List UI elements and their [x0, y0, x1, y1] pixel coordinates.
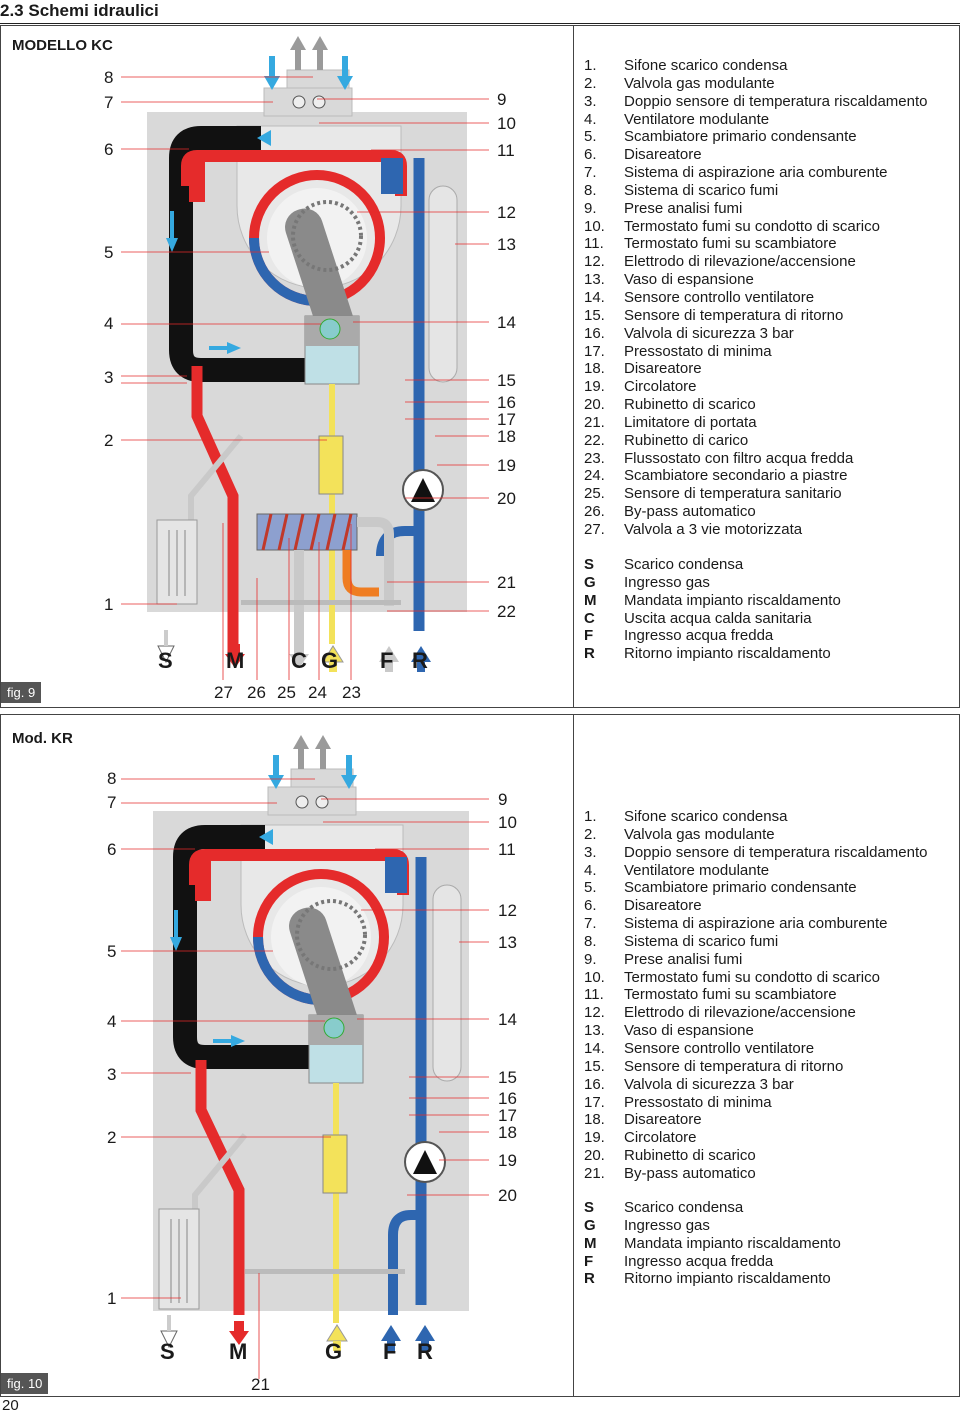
legend-item-code: S [584, 556, 595, 573]
legend-row [584, 1165, 928, 1183]
legend-item-text: Circolatore [624, 1129, 697, 1147]
fig10-callout-20: 20 [498, 1186, 517, 1205]
legend-item-code: 5. [584, 128, 597, 146]
legend-item-text: Ventilatore modulante [624, 110, 770, 128]
fig10-callout-18: 18 [498, 1123, 517, 1142]
fig10-callout-11: 11 [498, 840, 516, 859]
legend-item-code: M [584, 1234, 597, 1252]
fig9-callout-15: 15 [497, 371, 516, 390]
legend-item-text: Uscita acqua calda sanitaria [624, 609, 812, 627]
legend-row [584, 1111, 928, 1129]
fig9-callout-8: 8 [104, 68, 114, 87]
legend-item-code: 10. [584, 968, 605, 986]
legend-item-text: Termostato fumi su scambiatore [624, 986, 837, 1004]
legend-item-text: Ingresso gas [624, 1216, 710, 1234]
legend-item-text: Circolatore [624, 378, 697, 396]
fig10-key-list [584, 1199, 841, 1288]
legend-row [584, 289, 928, 307]
fig10-callout-12: 12 [498, 901, 517, 920]
legend-row [584, 414, 928, 432]
legend-item-text: Vaso di espansione [624, 271, 754, 289]
legend-row [584, 879, 928, 897]
legend-item-code: 23. [584, 449, 605, 467]
legend-item-code: 16. [584, 1075, 605, 1093]
legend-item-code: 12. [584, 1004, 605, 1022]
legend-item-text: Sensore controllo ventilatore [624, 1039, 815, 1057]
legend-row [584, 235, 928, 253]
legend-row [584, 503, 928, 521]
legend-item-text: Sistema di scarico fumi [624, 932, 779, 950]
legend-row [584, 75, 928, 93]
fig10-legend-panel [573, 714, 960, 1397]
legend-row [584, 360, 928, 378]
legend-item-code: S [584, 1199, 595, 1216]
legend-row [584, 271, 928, 289]
legend-item-text: Termostato fumi su condotto di scarico [624, 968, 880, 986]
legend-item-text: Ingresso acqua fredda [624, 627, 774, 645]
legend-item-text: Scambiatore primario condensante [624, 128, 857, 146]
legend-item-text: Disareatore [624, 146, 702, 164]
legend-item-text: By-pass automatico [624, 1164, 756, 1182]
legend-item-text: Ingresso gas [624, 573, 710, 591]
fig9-bottom-25: 25 [277, 683, 296, 702]
legend-item-code: 3. [584, 843, 597, 861]
fig9-diagram-frame [0, 25, 574, 708]
legend-row [584, 933, 928, 951]
legend-item-code: 18. [584, 360, 605, 378]
fig10-callout-19: 19 [498, 1151, 517, 1170]
legend-item-code: 6. [584, 146, 597, 164]
legend-item-text: Ritorno impianto riscaldamento [624, 645, 831, 663]
legend-item-code: 11. [584, 986, 604, 1004]
legend-row [584, 253, 928, 271]
legend-item-text: Rubinetto di scarico [624, 1147, 756, 1165]
legend-row [584, 1147, 928, 1165]
fig9-key-list [584, 556, 841, 663]
fig10-diagram-frame [0, 714, 574, 1397]
fig10-callout-8: 8 [107, 769, 117, 788]
fig9-callout-5: 5 [104, 243, 114, 262]
legend-row [584, 610, 841, 628]
legend-item-text: Ritorno impianto riscaldamento [624, 1270, 831, 1288]
legend-item-text: Ingresso acqua fredda [624, 1252, 774, 1270]
legend-item-code: 13. [584, 1022, 605, 1040]
fig10-model-title: Mod. KR [12, 730, 73, 747]
legend-row [584, 844, 928, 862]
legend-item-text: Disareatore [624, 1111, 702, 1129]
fig9-letter-M: M [226, 648, 245, 673]
legend-item-text: Elettrodo di rilevazione/accensione [624, 253, 856, 271]
fig10-bottom-21: 21 [251, 1375, 270, 1394]
legend-row [584, 146, 928, 164]
legend-item-text: Valvola di sicurezza 3 bar [624, 324, 794, 342]
legend-item-text: Scarico condensa [624, 1199, 744, 1216]
legend-item-code: 17. [584, 1093, 605, 1111]
legend-item-text: Termostato fumi su condotto di scarico [624, 217, 880, 235]
fig10-letter-G: G [325, 1339, 343, 1364]
legend-item-code: 1. [584, 808, 597, 825]
legend-row [584, 200, 928, 218]
page-number: 20 [2, 1397, 19, 1414]
legend-row [584, 521, 928, 539]
legend-item-text: Pressostato di minima [624, 1093, 772, 1111]
legend-item-code: 20. [584, 396, 605, 414]
legend-row [584, 826, 928, 844]
legend-row [584, 343, 928, 361]
fig9-bottom-26: 26 [247, 683, 266, 702]
fig9-callout-1: 1 [104, 595, 114, 614]
legend-item-code: 14. [584, 1039, 605, 1057]
legend-row [584, 592, 841, 610]
legend-row [584, 915, 928, 933]
legend-row [584, 1022, 928, 1040]
legend-item-code: G [584, 573, 596, 591]
legend-item-code: G [584, 1216, 596, 1234]
fig10-boiler-schematic [1, 715, 573, 1396]
legend-row [584, 432, 928, 450]
legend-row [584, 969, 928, 987]
legend-item-text: By-pass automatico [624, 503, 756, 521]
fig10-callout-9: 9 [498, 790, 508, 809]
fig9-callout-2: 2 [104, 431, 114, 450]
legend-row [584, 218, 928, 236]
fig9-boiler-schematic [1, 26, 573, 707]
legend-item-code: 22. [584, 431, 605, 449]
legend-item-text: Mandata impianto riscaldamento [624, 1234, 841, 1252]
legend-row [584, 1040, 928, 1058]
fig10-callout-5: 5 [107, 942, 117, 961]
fig9-legend-list [584, 57, 928, 539]
legend-item-code: 12. [584, 253, 605, 271]
legend-item-code: 18. [584, 1111, 605, 1129]
legend-item-code: 20. [584, 1147, 605, 1165]
fig10-callout-14: 14 [498, 1010, 517, 1029]
legend-item-code: 15. [584, 1057, 605, 1075]
legend-item-text: Elettrodo di rilevazione/accensione [624, 1004, 856, 1022]
fig10-callout-13: 13 [498, 933, 517, 952]
legend-item-code: 2. [584, 74, 597, 92]
legend-item-text: Prese analisi fumi [624, 950, 743, 968]
legend-item-code: 3. [584, 92, 597, 110]
fig9-callout-4: 4 [104, 314, 114, 333]
fig9-callout-11: 11 [497, 141, 515, 160]
legend-item-code: 27. [584, 520, 605, 538]
legend-item-code: 5. [584, 879, 597, 897]
legend-item-code: R [584, 645, 595, 663]
legend-item-code: 21. [584, 413, 605, 431]
legend-item-text: Valvola a 3 vie motorizzata [624, 520, 803, 538]
legend-item-code: 9. [584, 950, 597, 968]
legend-item-code: 26. [584, 503, 605, 521]
legend-row [584, 574, 841, 592]
legend-item-code: 14. [584, 288, 605, 306]
fig9-bottom-24: 24 [308, 683, 327, 702]
legend-item-code: 2. [584, 825, 597, 843]
fig9-letter-R: R [412, 648, 428, 673]
legend-item-text: Prese analisi fumi [624, 199, 743, 217]
fig10-letter-R: R [417, 1339, 433, 1364]
fig9-callout-7: 7 [104, 93, 114, 112]
fig10-callout-16: 16 [498, 1089, 517, 1108]
legend-item-text: Mandata impianto riscaldamento [624, 591, 841, 609]
legend-row [584, 111, 928, 129]
fig9-letter-G: G [321, 648, 339, 673]
legend-row [584, 556, 841, 574]
legend-row [584, 808, 928, 826]
legend-item-code: 11. [584, 235, 604, 253]
fig10-callout-1: 1 [107, 1289, 117, 1308]
fig10-label: fig. 10 [1, 1373, 48, 1394]
fig9-callout-18: 18 [497, 427, 516, 446]
legend-row [584, 1076, 928, 1094]
legend-item-text: Valvola gas modulante [624, 74, 775, 92]
fig10-callout-4: 4 [107, 1012, 117, 1031]
legend-row [584, 1094, 928, 1112]
legend-item-text: Scambiatore secondario a piastre [624, 467, 848, 485]
fig10-legend-list [584, 808, 928, 1183]
fig10-callout-2: 2 [107, 1128, 117, 1147]
fig9-model-title: MODELLO KC [12, 37, 113, 54]
fig10-letter-F: F [383, 1339, 397, 1364]
legend-item-text: Termostato fumi su scambiatore [624, 235, 837, 253]
legend-row [584, 467, 928, 485]
legend-item-code: 7. [584, 164, 597, 182]
legend-item-text: Scambiatore primario condensante [624, 879, 857, 897]
legend-item-text: Disareatore [624, 360, 702, 378]
legend-item-code: C [584, 609, 595, 627]
fig10-callout-15: 15 [498, 1068, 517, 1087]
legend-item-code: 7. [584, 915, 597, 933]
fig9-callout-21: 21 [497, 573, 516, 592]
fig10-letter-S: S [160, 1339, 175, 1364]
legend-item-text: Sensore di temperatura di ritorno [624, 306, 844, 324]
legend-item-text: Doppio sensore di temperatura riscaldamento [624, 843, 928, 861]
legend-item-code: 19. [584, 378, 605, 396]
legend-item-code: 6. [584, 897, 597, 915]
legend-item-text: Valvola gas modulante [624, 825, 775, 843]
legend-item-text: Ventilatore modulante [624, 861, 770, 879]
fig10-callout-6: 6 [107, 840, 117, 859]
legend-item-code: R [584, 1270, 595, 1288]
fig9-letter-S: S [158, 648, 173, 673]
legend-row [584, 645, 841, 663]
legend-item-code: 17. [584, 342, 605, 360]
fig9-callout-22: 22 [497, 602, 516, 621]
legend-row [584, 378, 928, 396]
fig9-bottom-23: 23 [342, 683, 361, 702]
fig10-callout-7: 7 [107, 793, 117, 812]
legend-row [584, 396, 928, 414]
legend-row [584, 57, 928, 75]
legend-item-text: Flussostato con filtro acqua fredda [624, 449, 854, 467]
fig9-callout-9: 9 [497, 90, 507, 109]
legend-row [584, 627, 841, 645]
legend-item-code: 8. [584, 181, 597, 199]
legend-item-code: M [584, 591, 597, 609]
legend-item-text: Disareatore [624, 897, 702, 915]
legend-row [584, 93, 928, 111]
legend-row [584, 1004, 928, 1022]
legend-item-code: 15. [584, 306, 605, 324]
fig10-callout-10: 10 [498, 813, 517, 832]
fig9-callout-17: 17 [497, 410, 516, 429]
legend-row [584, 1270, 841, 1288]
legend-item-text: Sensore di temperatura sanitario [624, 485, 842, 503]
fig9-label: fig. 9 [1, 682, 41, 703]
legend-item-text: Sifone scarico condensa [624, 808, 788, 825]
legend-item-text: Scarico condensa [624, 556, 744, 573]
legend-item-text: Doppio sensore di temperatura riscaldamento [624, 92, 928, 110]
fig9-flue-arrows [290, 36, 328, 70]
fig9-bottom-27: 27 [214, 683, 233, 702]
legend-item-text: Rubinetto di scarico [624, 396, 756, 414]
legend-item-code: 4. [584, 861, 597, 879]
legend-row [584, 1129, 928, 1147]
legend-item-text: Sistema di scarico fumi [624, 181, 779, 199]
legend-item-text: Sifone scarico condensa [624, 57, 788, 74]
legend-item-text: Rubinetto di carico [624, 431, 749, 449]
legend-row [584, 182, 928, 200]
legend-item-code: 25. [584, 485, 605, 503]
fig10-callout-17: 17 [498, 1106, 517, 1125]
legend-item-text: Pressostato di minima [624, 342, 772, 360]
legend-row [584, 307, 928, 325]
legend-item-text: Vaso di espansione [624, 1022, 754, 1040]
legend-item-code: 8. [584, 932, 597, 950]
fig9-callout-19: 19 [497, 456, 516, 475]
fig9-callout-6: 6 [104, 140, 114, 159]
legend-row [584, 862, 928, 880]
legend-item-code: 1. [584, 57, 597, 74]
legend-row [584, 485, 928, 503]
legend-row [584, 325, 928, 343]
legend-item-code: 13. [584, 271, 605, 289]
legend-item-code: 4. [584, 110, 597, 128]
legend-item-text: Sistema di aspirazione aria comburente [624, 915, 888, 933]
legend-row [584, 450, 928, 468]
legend-item-code: 21. [584, 1164, 605, 1182]
fig9-callout-12: 12 [497, 203, 516, 222]
legend-item-text: Limitatore di portata [624, 413, 757, 431]
legend-row [584, 128, 928, 146]
section-title: 2.3 Schemi idraulici [0, 1, 159, 20]
fig9-callout-13: 13 [497, 235, 516, 254]
legend-row [584, 1217, 841, 1235]
legend-item-code: 24. [584, 467, 605, 485]
fig9-callout-16: 16 [497, 393, 516, 412]
fig9-legend-panel [573, 25, 960, 708]
legend-item-text: Sistema di aspirazione aria comburente [624, 164, 888, 182]
fig9-letter-F: F [380, 648, 394, 673]
legend-row [584, 164, 928, 182]
legend-row [584, 897, 928, 915]
legend-item-text: Valvola di sicurezza 3 bar [624, 1075, 794, 1093]
legend-item-code: 19. [584, 1129, 605, 1147]
legend-row [584, 1235, 841, 1253]
legend-row [584, 1058, 928, 1076]
title-rule [0, 23, 960, 24]
legend-item-text: Sensore controllo ventilatore [624, 288, 815, 306]
legend-row [584, 986, 928, 1004]
legend-item-code: 10. [584, 217, 605, 235]
legend-item-text: Sensore di temperatura di ritorno [624, 1057, 844, 1075]
fig9-callout-3: 3 [104, 368, 114, 387]
fig9-callout-20: 20 [497, 489, 516, 508]
fig9-letter-C: C [291, 648, 307, 673]
fig9-callout-14: 14 [497, 313, 516, 332]
fig9-callout-10: 10 [497, 114, 516, 133]
legend-item-code: 9. [584, 199, 597, 217]
legend-item-code: F [584, 1252, 594, 1270]
legend-row [584, 1253, 841, 1271]
legend-row [584, 1199, 841, 1217]
fig10-callout-3: 3 [107, 1065, 117, 1084]
legend-item-code: F [584, 627, 594, 645]
legend-item-code: 16. [584, 324, 605, 342]
legend-row [584, 951, 928, 969]
fig10-letter-M: M [229, 1339, 248, 1364]
